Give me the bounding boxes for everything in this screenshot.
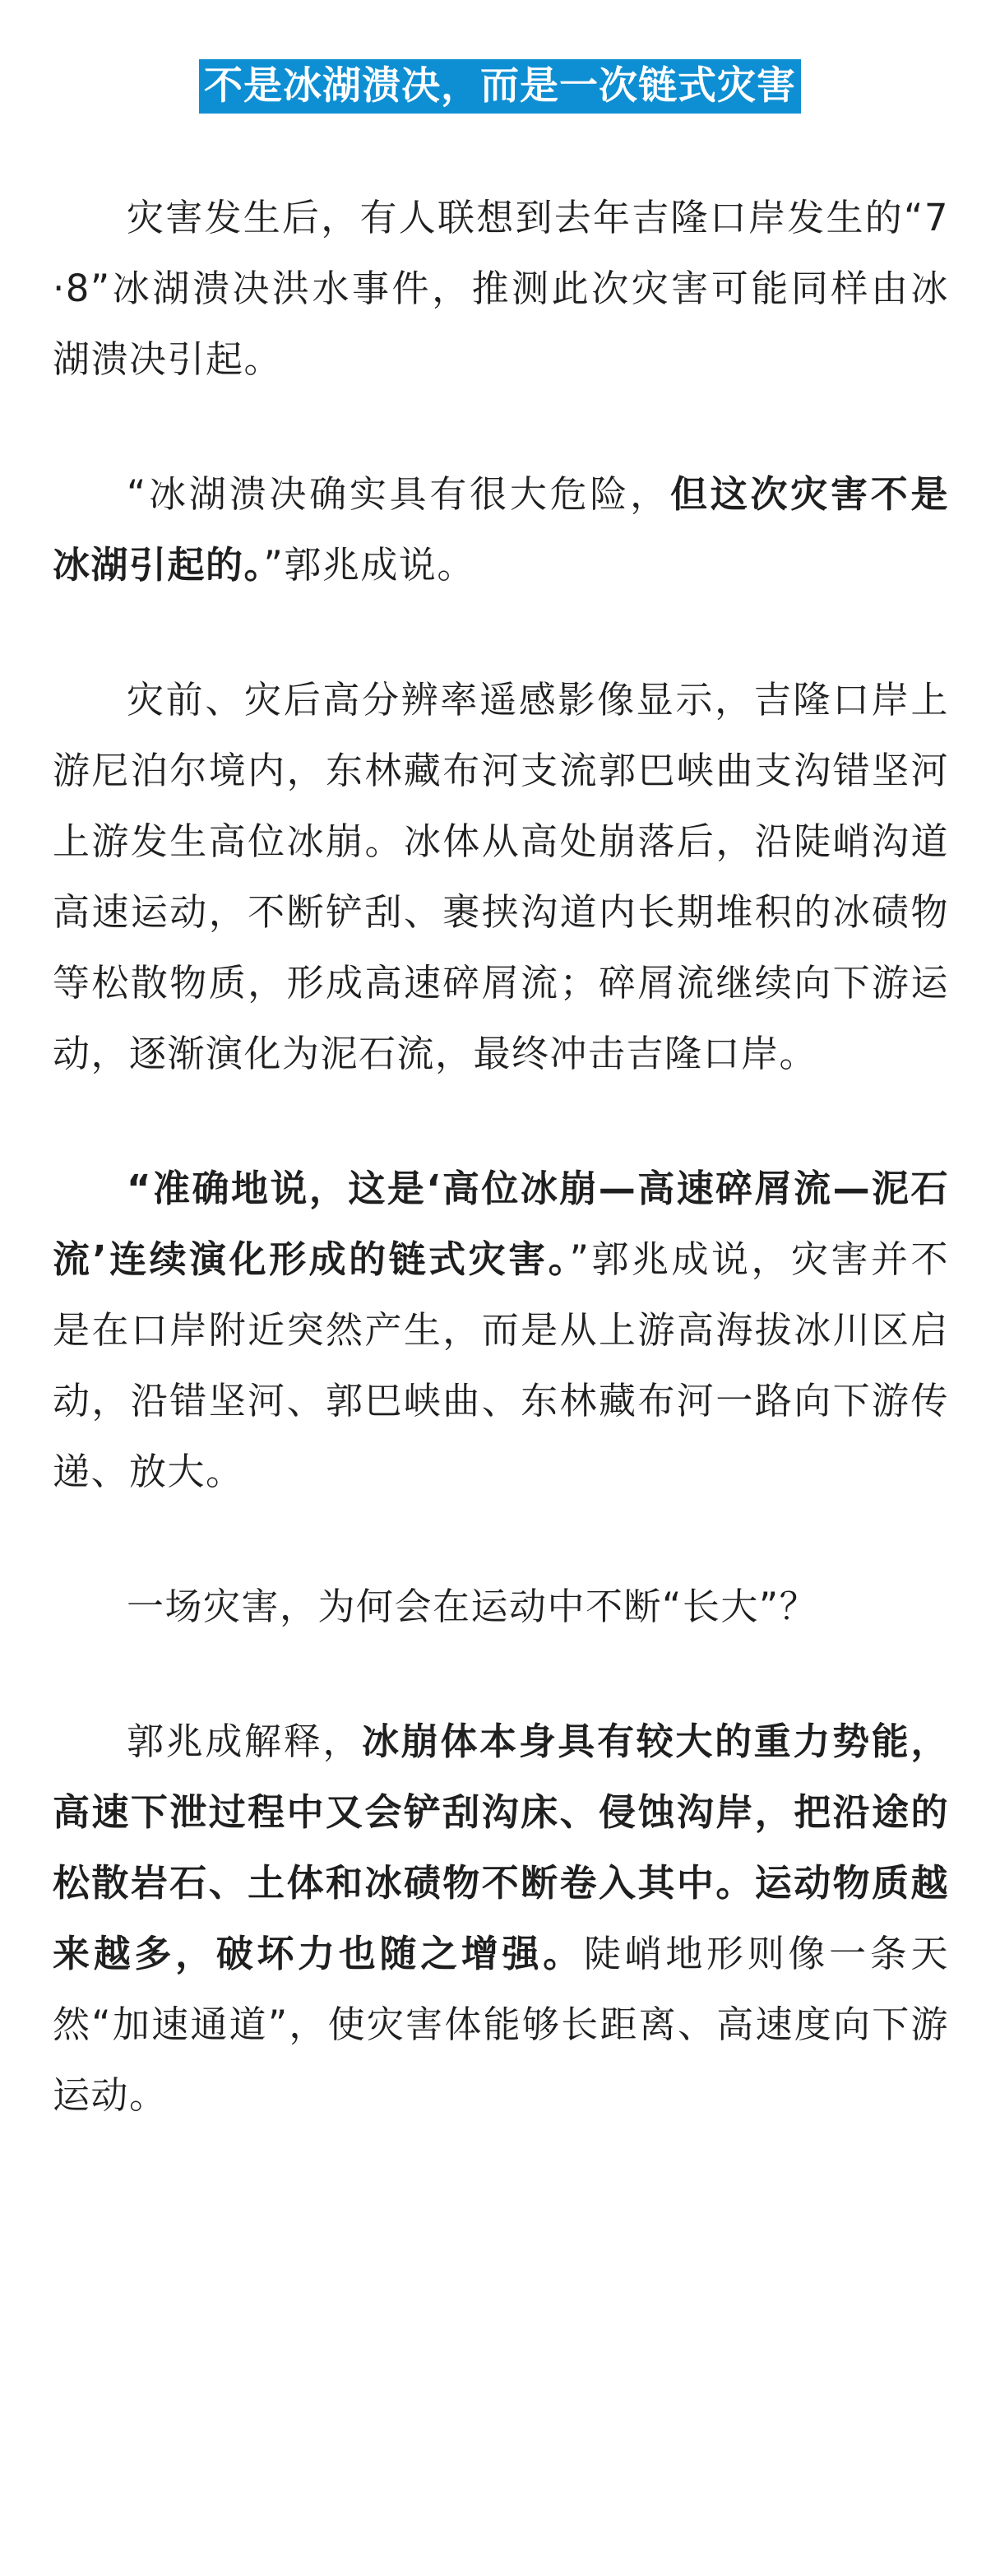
paragraph-1: 灾害发生后，有人联想到去年吉隆口岸发生的“7·8”冰湖溃决洪水事件，推测此次灾害可能同样由冰湖溃决引起。	[53, 196, 949, 381]
paragraph-2	[53, 459, 949, 601]
paragraph-4	[53, 1153, 949, 1507]
bold-quote-text: “准确地说，这是‘高位冰崩—高速碎屑流—泥石流’连续演化形成的链式灾害。	[53, 1167, 949, 1281]
bold-text: 但这次灾害不是冰湖引起的。	[53, 472, 949, 587]
article-body	[53, 183, 949, 2131]
paragraph-6	[53, 1706, 949, 2131]
body-text: ”郭兆成说，灾害并不是在口岸附近突然产生，而是从上游高海拔冰川区启动，沿错坚河、郭巴峡曲、东林藏布河一路向下游传递、放大。	[53, 1237, 949, 1493]
paragraph-5: 一场灾害，为何会在运动中不断“长大”？	[127, 1585, 818, 1628]
article-title: 不是冰湖溃决，而是一次链式灾害	[199, 59, 801, 114]
quote-text: “冰湖溃决确实具有很大危险，	[127, 472, 670, 516]
lead-text: 郭兆成解释，	[127, 1720, 363, 1763]
bold-explanation-text: 冰崩体本身具有较大的重力势能，高速下泄过程中又会铲刮沟床、侵蚀沟岸，把沿途的松散岩石、土体和冰碛物不断卷入其中。运动物质越来越多，破坏力也随之增强。	[53, 1720, 949, 1975]
title-container	[0, 59, 1000, 114]
closing-text: 陡峭地形则像一条天然“加速通道”，使灾害体能够长距离、高速度向下游运动。	[53, 1932, 949, 2117]
paragraph-3: 灾前、灾后高分辨率遥感影像显示，吉隆口岸上游尼泊尔境内，东林藏布河支流郭巴峡曲支沟错坚河上游发生高位冰崩。冰体从高处崩落后，沿陡峭沟道高速运动，不断铲刮、裹挟沟道内长期堆积的冰碛物等松散物质，形成高速碎屑流；碎屑流继续向下游运动，逐渐演化为泥石流，最终冲击吉隆口岸。	[53, 678, 949, 1075]
attribution-text: ”郭兆成说。	[263, 543, 475, 587]
